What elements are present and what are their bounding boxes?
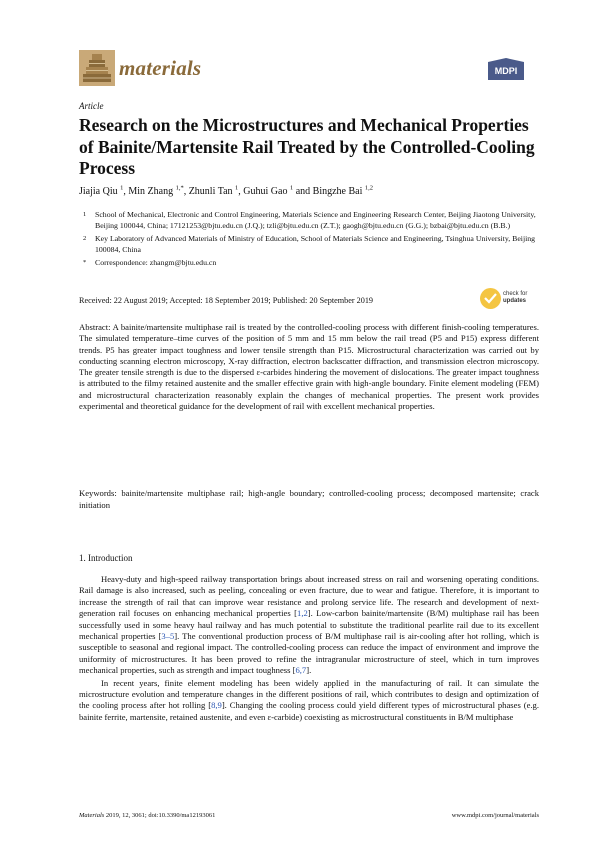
citation-link[interactable]: 8,9: [211, 700, 222, 711]
mdpi-logo-text: MDPI: [494, 66, 518, 76]
article-type: Article: [79, 101, 104, 111]
author: Zhunli Tan $^1$,: [188, 185, 244, 198]
check-updates-badge[interactable]: [480, 288, 538, 310]
affiliation-item: 1 School of Mechanical, Electronic and Control Engineering, Materials Science and Engineering Research Center, Beijing Jiaotong University, Beijing 100044, China; 17121253@bjtu.edu.cn (J.Q.); tzli@bjtu.edu.cn (Z.T.); gaogh@bjtu.edu.cn (G.G.); bzbai@bjtu.edu.cn (B.B.): [83, 210, 536, 230]
citation-link[interactable]: 6,7: [295, 665, 307, 676]
author: Min Zhang $^{1,*}$,: [128, 185, 189, 198]
publication-dates: Received: 22 August 2019; Accepted: 18 September 2019; Published: 20 September 2019: [79, 296, 374, 305]
affiliations: [79, 209, 539, 270]
footer-url[interactable]: www.mdpi.com/journal/materials: [451, 812, 539, 819]
mdpi-logo-icon: [488, 58, 524, 80]
keywords-text: bainite/martensite multiphase rail; high-angle boundary; controlled-cooling process; decomposed martensite; crack initiation: [79, 488, 539, 510]
author: Jiajia Qiu $^1$,: [79, 185, 129, 198]
author-list: [79, 185, 373, 197]
keywords: [79, 488, 539, 511]
abstract-text: A bainite/martensite multiphase rail is treated by the controlled-cooling process with different finish-cooling temperatures. The simulated temperature–time curves of the position of 5 mm and 15 mm below the rail tread (P5 and P15) express different trends. P5 has greater impact toughness and lower tensile strength than P15. Microstructural characterization was carried out by conducting scanning electron microscopy, X-ray diffraction, electron backscatter diffraction, and transmission electron microscopy. The greater tensile strength is due to the dispersed ε-carbides hindering the movement of dislocations. The greater impact toughness is attributed to the filmy retained austenite and the smaller effective grain with high-angle boundary. Finite element modeling (FEM) and microstructural characterization reasonably explain the changes of mechanical properties. The present work provides experimental and theoretical guidance for the development of rail with excellent mechanical properties.: [79, 322, 539, 412]
abstract: [79, 322, 539, 412]
abstract-label: Abstract:: [79, 322, 111, 332]
body-text: [79, 574, 539, 724]
author: Guhui Gao $^1$ and: [243, 185, 313, 198]
section-heading: 1. Introduction: [79, 553, 133, 563]
paragraph: In recent years, finite element modeling has been widely applied in the manufacturing of rail. It can simulate the microstructure evolution and temperature changes in the different positions of rail, which contributes to design and optimization of the cooling process after hot rolling [8,9]. Changing the cooling process could yield different types of microstructural phases (e.g. bainite ferrite, martensite, retained austenite, and even ε-carbide) coexisting as microstructural constituents in B/M multiphase: [79, 677, 539, 722]
keywords-label: Keywords:: [79, 488, 117, 498]
paragraph: Heavy-duty and high-speed railway transportation brings about increased stress on rail and worsening operating conditions. Rail damage is also increased, such as peeling, concealing or even fracture, due to wear and fatigue. Therefore, it is important to increase the strength of rail that can improve wear resistance and prolong service life. The research and development of next-generation rail focuses on enhancing mechanical properties [1,2]. Low-carbon bainite/martensite (B/M) multiphase rail has been successfully used in some heavy haul railway and has much potential to substitute the traditional pearlite rail due to its excellent mechanical properties [3–5]. The conventional production process of B/M multiphase rail is air-cooling after hot rolling, which is susceptible to seasonal and regional impact. The controlled-cooling process can reduce the impact of environment and improve the uniformity of microstructures. It has been proved to refine the intragranular microstructure of steel, which in turn improves mechanical properties, such as strength and impact toughness [6,7].: [79, 574, 539, 676]
citation-link[interactable]: 1,2: [297, 608, 308, 619]
footer-citation: Materials 2019, 12, 3061; doi:10.3390/ma12193061: [79, 812, 216, 819]
citation-link[interactable]: 3–5: [161, 631, 175, 642]
affiliation-item: * Correspondence: zhangm@bjtu.edu.cn: [83, 258, 217, 267]
affiliation-item: 2 Key Laboratory of Advanced Materials of Ministry of Education, School of Materials Science and Engineering, Tsinghua University, Beijing 100084, China: [83, 234, 536, 254]
author: Bingzhe Bai $^{1,2}$: [312, 185, 374, 198]
check-updates-label: check for updates: [503, 291, 528, 304]
article-title: Research on the Microstructures and Mechanical Properties of Bainite/Martensite Rail Treated by the Controlled-Cooling Process: [79, 115, 535, 178]
journal-name: materials: [119, 56, 202, 80]
materials-journal-logo-icon: [79, 50, 115, 86]
check-updates-icon: [480, 288, 501, 309]
